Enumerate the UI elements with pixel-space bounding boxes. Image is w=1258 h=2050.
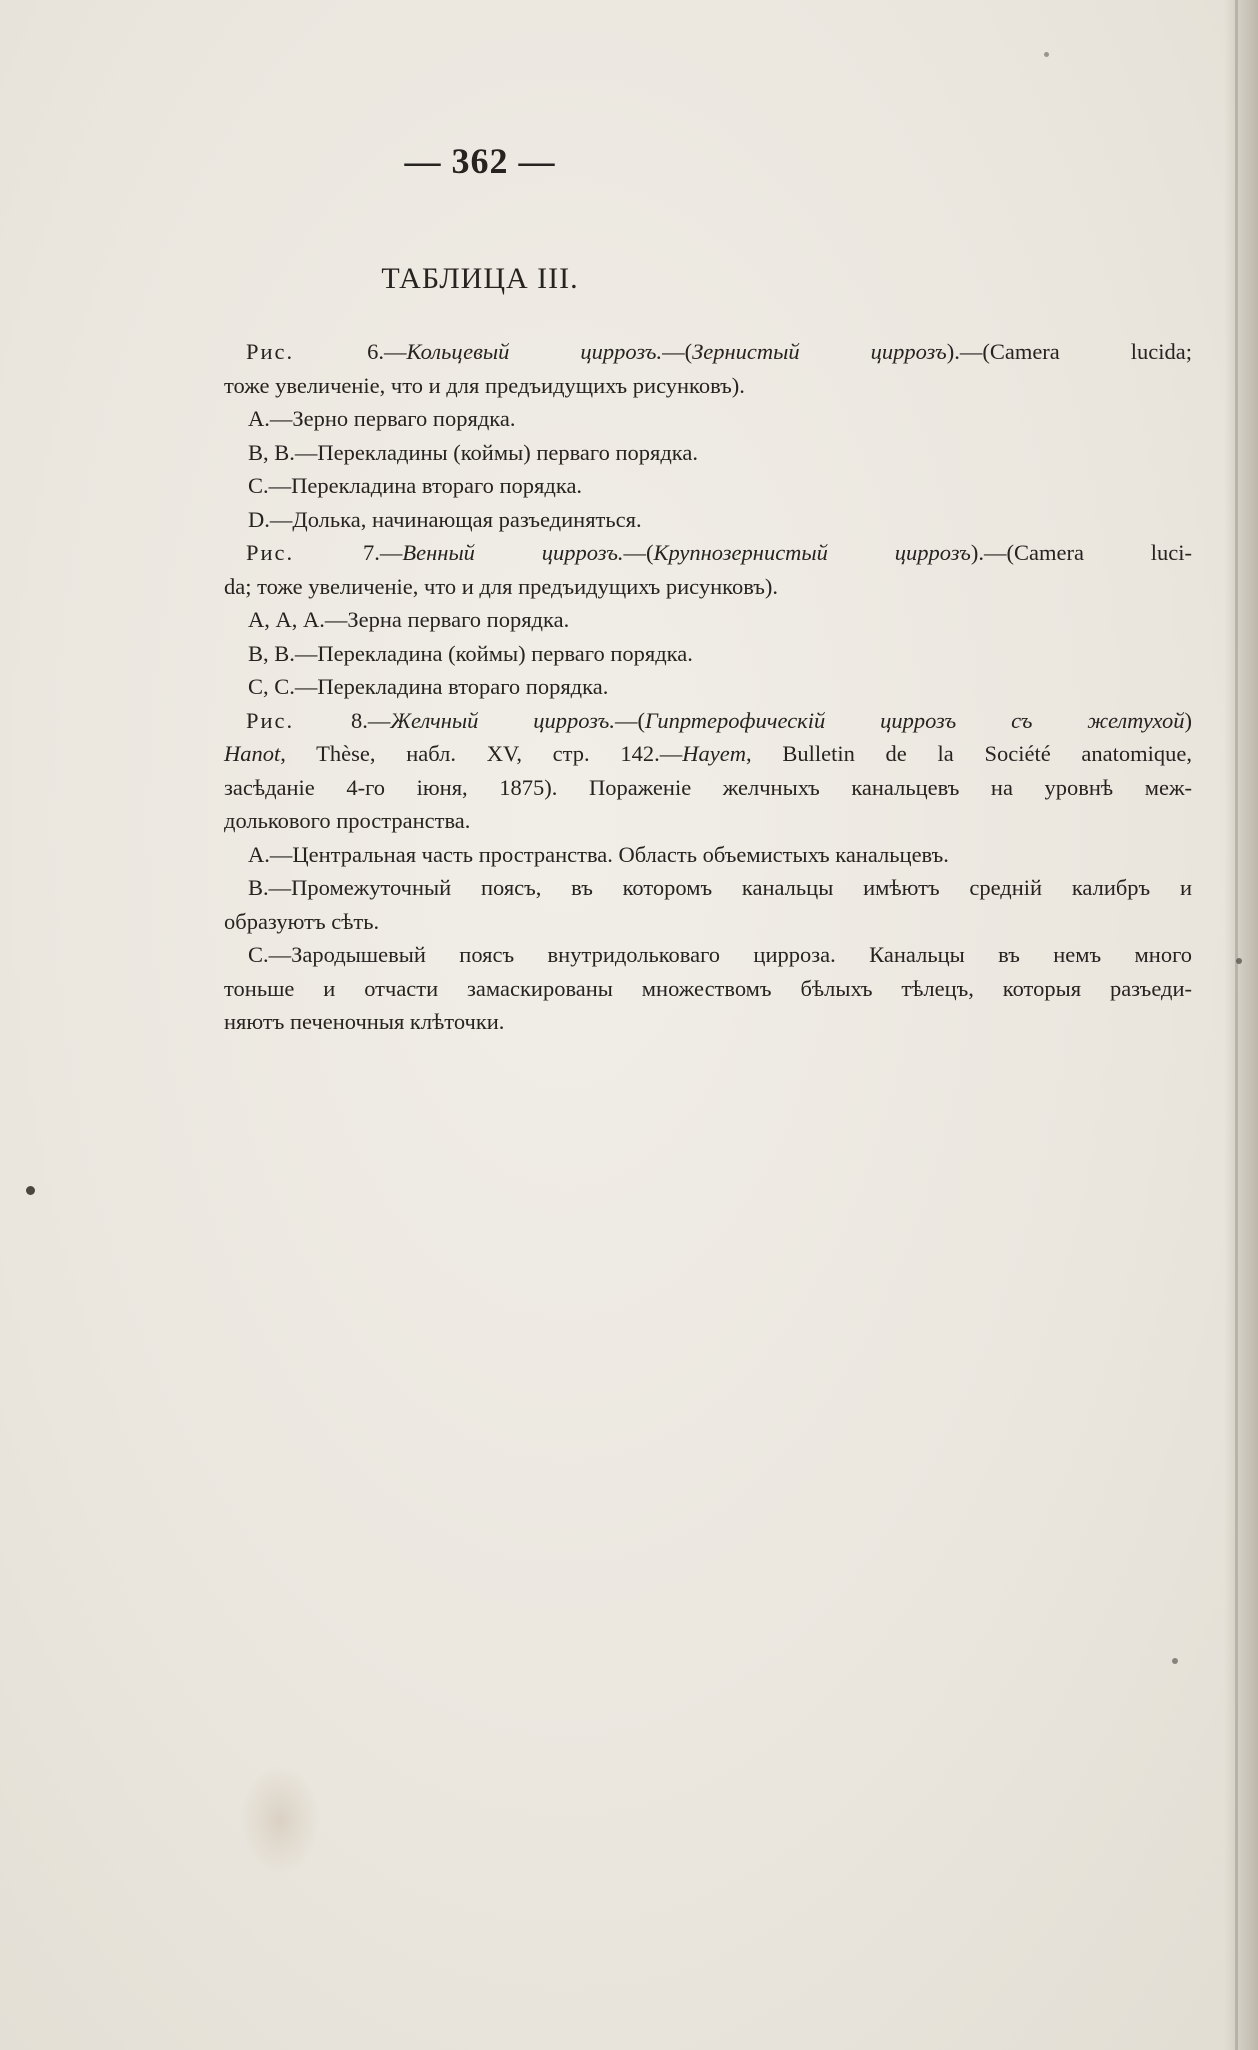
caption-line	[224, 369, 1192, 403]
ink-speck	[1172, 1658, 1178, 1664]
text-run: тоже увеличеніе, что и для предъидущихъ рисунковъ).	[224, 372, 745, 398]
text-run: долькового пространства.	[224, 808, 471, 833]
text-run: Hanot	[224, 741, 281, 766]
text-run: В, В.—Перекладина (коймы) перваго порядка.	[248, 640, 693, 666]
page-edge-shadow	[1224, 0, 1258, 2050]
ink-speck	[26, 1186, 35, 1195]
text-run: В.—Промежуточный поясъ, въ которомъ канальцы имѣютъ средній калибръ и	[248, 875, 1192, 900]
text-run: Рис.	[246, 540, 364, 565]
page-edge-line	[1235, 0, 1238, 2050]
ink-speck	[1236, 958, 1242, 964]
text-run: —(	[662, 339, 693, 364]
text-run: А.—Зерно перваго порядка.	[248, 406, 516, 431]
text-run: Желчный циррозъ.	[390, 707, 615, 733]
text-run: С, С.—Перекладина втораго порядка.	[248, 674, 609, 699]
caption-line	[224, 972, 1192, 1006]
caption-line	[224, 938, 1192, 972]
caption-line	[224, 871, 1192, 905]
caption-line	[224, 570, 1192, 604]
caption-line	[224, 905, 1192, 939]
text-run: —(	[623, 540, 654, 565]
text-run: —(	[614, 707, 645, 733]
text-run: А, А, А.—Зерна перваго порядка.	[248, 607, 570, 632]
caption-line	[224, 704, 1192, 738]
caption-line	[224, 536, 1192, 570]
text-run: засѣданіе 4-го іюня, 1875). Пораженіе желчныхъ канальцевъ на уровнѣ меж-	[224, 774, 1192, 800]
caption-line	[224, 603, 1192, 637]
text-run: D.—Долька, начинающая разъединяться.	[248, 506, 642, 532]
text-run: ).—(Camera luci-	[970, 540, 1193, 565]
text-run: С.—Перекладина втораго порядка.	[248, 473, 583, 498]
text-run: 6.—	[367, 339, 407, 364]
caption-line	[224, 436, 1192, 470]
text-run: Кольцевый циррозъ.	[406, 339, 663, 364]
caption-line	[224, 771, 1192, 805]
text-run: , Thèse, набл. XV, стр. 142.—	[280, 741, 683, 766]
caption-line	[224, 402, 1192, 436]
text-run: Рис.	[246, 707, 352, 733]
caption-line	[224, 804, 1192, 838]
text-run: образуютъ сѣть.	[224, 908, 380, 934]
text-run: Hayem	[682, 741, 746, 766]
text-run: , Bulletin de la Société anatomique,	[745, 741, 1192, 766]
page-number: — 362 —	[404, 141, 556, 181]
text-run: Крупнозернистый циррозъ	[653, 540, 971, 565]
caption-line	[224, 469, 1192, 503]
figure-captions	[224, 335, 1192, 1039]
paper-stain	[240, 1765, 320, 1875]
caption-line	[224, 737, 1192, 771]
text-run: )	[1184, 707, 1192, 733]
text-run: тоньше и отчасти замаскированы множествомъ бѣлыхъ тѣлецъ, которыя разъеди-	[224, 975, 1192, 1001]
text-run: ).—(Camera lucida;	[946, 339, 1192, 364]
text-run: няютъ печеночныя клѣточки.	[224, 1009, 505, 1034]
caption-line	[224, 503, 1192, 537]
text-run: Гипртерофическій циррозъ съ желтухой	[644, 707, 1185, 733]
text-run: 7.—	[363, 540, 403, 565]
text-run: В, В.—Перекладины (коймы) перваго порядка.	[248, 439, 698, 465]
text-run: 8.—	[351, 707, 391, 733]
text-run: da; тоже увеличеніе, что и для предъидущихъ рисунковъ).	[224, 573, 779, 599]
text-run: С.—Зародышевый поясъ внутридольковаго цирроза. Канальцы въ немъ много	[248, 942, 1192, 967]
caption-line	[224, 637, 1192, 671]
ink-speck	[1044, 52, 1049, 57]
caption-line	[224, 335, 1192, 369]
caption-line	[224, 1005, 1192, 1039]
caption-line	[224, 838, 1192, 872]
text-run: Рис.	[246, 339, 368, 364]
text-run: А.—Центральная часть пространства. Область объемистыхъ канальцевъ.	[248, 841, 949, 867]
text-run: Венный циррозъ.	[402, 540, 624, 565]
text-run: Зернистый циррозъ	[692, 339, 947, 364]
caption-line	[224, 670, 1192, 704]
table-title: ТАБЛИЦА III.	[381, 262, 579, 295]
